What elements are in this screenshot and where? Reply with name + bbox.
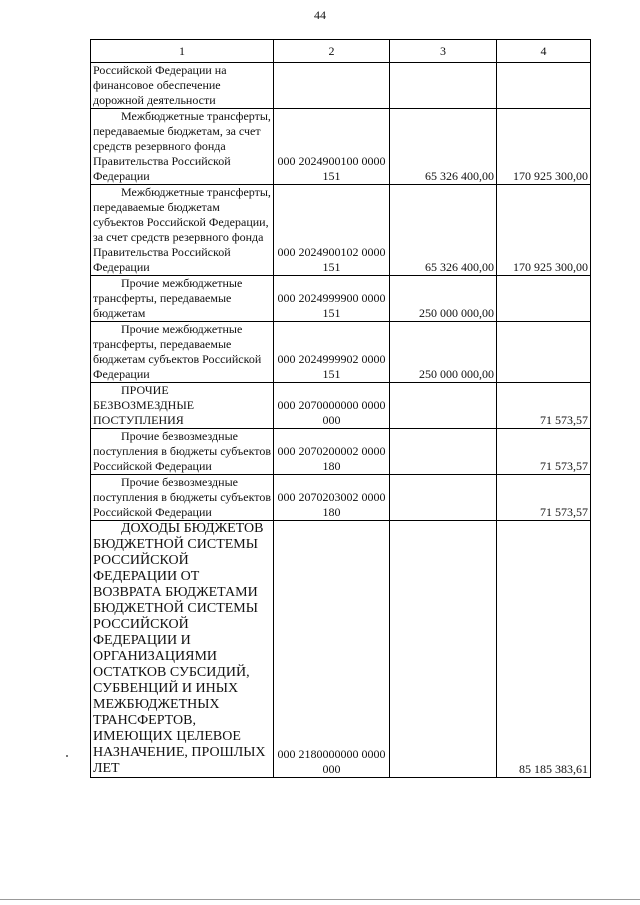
row-name-text: Прочие безвозмездные поступления в бюджеты субъектов Российской Федерации xyxy=(93,475,272,519)
row-name xyxy=(91,429,274,475)
row-code: 000 2024900102 0000 151 xyxy=(274,185,390,276)
row-amount-col4 xyxy=(497,276,591,322)
table-row xyxy=(91,383,591,429)
row-name xyxy=(91,322,274,383)
row-name-text: ДОХОДЫ БЮДЖЕТОВ БЮДЖЕТНОЙ СИСТЕМЫ РОССИЙСКОЙ ФЕДЕРАЦИИ ОТ ВОЗВРАТА БЮДЖЕТАМИ БЮДЖЕТНОЙ СИСТЕМЫ РОССИЙСКОЙ ФЕДЕРАЦИИ И ОРГАНИЗАЦИЯМИ ОСТАТКОВ СУБСИДИЙ, СУБВЕНЦИЙ И ИНЫХ МЕЖБЮДЖЕТНЫХ ТРАНСФЕРТОВ, ИМЕЮЩИХ ЦЕЛЕВОЕ НАЗНАЧЕНИЕ, ПРОШЛЫХ ЛЕТ xyxy=(93,521,266,776)
row-amount-col4 xyxy=(497,63,591,109)
row-amount-col3 xyxy=(390,383,497,429)
row-name-text: ПРОЧИЕ БЕЗВОЗМЕЗДНЫЕ ПОСТУПЛЕНИЯ xyxy=(93,383,195,427)
column-header-2: 2 xyxy=(274,40,390,63)
table-row xyxy=(91,475,591,521)
row-code: 000 2180000000 0000 000 xyxy=(274,521,390,778)
row-name-text: Межбюджетные трансферты, передаваемые бюджетам субъектов Российской Федерации, за счет средств резервного фонда Правительства Российской Федерации xyxy=(93,185,271,274)
table-row xyxy=(91,429,591,475)
table-row xyxy=(91,521,591,778)
row-name-text: Прочие безвозмездные поступления в бюджеты субъектов Российской Федерации xyxy=(93,429,272,473)
row-name xyxy=(91,63,274,109)
row-code: 000 2070000000 0000 000 xyxy=(274,383,390,429)
row-amount-col4: 71 573,57 xyxy=(497,475,591,521)
row-code: 000 2024999900 0000 151 xyxy=(274,276,390,322)
row-amount-col3: 250 000 000,00 xyxy=(390,276,497,322)
row-name xyxy=(91,475,274,521)
row-name xyxy=(91,185,274,276)
row-amount-col3: 65 326 400,00 xyxy=(390,185,497,276)
scan-edge-line xyxy=(0,899,640,900)
row-code: 000 2070203002 0000 180 xyxy=(274,475,390,521)
row-amount-col4: 170 925 300,00 xyxy=(497,109,591,185)
row-name xyxy=(91,383,274,429)
table-row xyxy=(91,109,591,185)
row-name xyxy=(91,521,274,778)
row-amount-col3 xyxy=(390,521,497,778)
table-row xyxy=(91,185,591,276)
row-amount-col4: 71 573,57 xyxy=(497,429,591,475)
column-header-1: 1 xyxy=(91,40,274,63)
row-code xyxy=(274,63,390,109)
row-code: 000 2024999902 0000 151 xyxy=(274,322,390,383)
row-amount-col3: 65 326 400,00 xyxy=(390,109,497,185)
row-name-text: Прочие межбюджетные трансферты, передаваемые бюджетам субъектов Российской Федерации xyxy=(93,322,262,381)
table-row xyxy=(91,322,591,383)
row-name xyxy=(91,276,274,322)
table-row xyxy=(91,63,591,109)
row-amount-col4: 85 185 383,61 xyxy=(497,521,591,778)
page-number: 44 xyxy=(314,8,326,22)
row-amount-col4: 170 925 300,00 xyxy=(497,185,591,276)
table-row xyxy=(91,276,591,322)
row-name-text: Российской Федерации на финансовое обеспечение дорожной деятельности xyxy=(93,63,227,107)
row-amount-col3 xyxy=(390,63,497,109)
revenue-table xyxy=(90,39,591,778)
scan-speck xyxy=(66,755,68,757)
row-amount-col3: 250 000 000,00 xyxy=(390,322,497,383)
column-header-4: 4 xyxy=(497,40,591,63)
row-amount-col3 xyxy=(390,475,497,521)
row-amount-col4 xyxy=(497,322,591,383)
column-header-3: 3 xyxy=(390,40,497,63)
row-amount-col3 xyxy=(390,429,497,475)
row-code: 000 2070200002 0000 180 xyxy=(274,429,390,475)
row-name-text: Прочие межбюджетные трансферты, передаваемые бюджетам xyxy=(93,276,243,320)
row-code: 000 2024900100 0000 151 xyxy=(274,109,390,185)
row-name xyxy=(91,109,274,185)
row-name-text: Межбюджетные трансферты, передаваемые бюджетам, за счет средств резервного фонда Правительства Российской Федерации xyxy=(93,109,271,183)
row-amount-col4: 71 573,57 xyxy=(497,383,591,429)
table-header-row xyxy=(91,40,591,63)
